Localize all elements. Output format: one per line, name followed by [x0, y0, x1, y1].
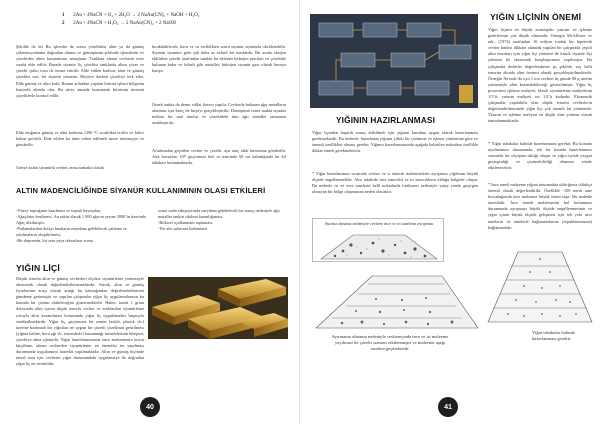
heap-importance-bullet-2: * İnce taneli malzeme yiğına tutunmakta olda-ğınca oldukça önemli olarak değerlendirilir. Özellikle -100 mesh tane boyutluğunda ince malzeme büyük önem taşır. Bu nedenle önemlidir. İnce tanedi malzemenin bol bulunması durumunda ayrışmayı büyük ölçüde engellenmesinin ve yiğın içinin büyük ölçüde gelişmesi için tek yolu ince tanelerin iri tanelerle bağlanmalarına (topaklanmasına) bağlanmalıdır. [488, 182, 592, 230]
equation-text: 2Au + 4NaCN + O₂ + 2H₂O → 2 NaAu(CN)₂ + NaOH + H₂O₂ [73, 13, 200, 18]
section-heading-heap-importance: YIĞIN LİÇİNİN ÖNEMİ [490, 12, 582, 22]
chemical-equations [62, 12, 292, 27]
layered-heap-illustration [484, 232, 596, 324]
right-page [300, 0, 600, 424]
gold-bars-illustration [148, 277, 288, 339]
heap-segregation-figure [312, 218, 444, 262]
figure-caption-layered: Yiğın tabakalar halinde hazerlanması gerekir. [532, 330, 575, 341]
equation-text: 2Au + 4NaCN + H₂O₂ → 2 NaAu(CN)₂ + 2 NaOH [73, 20, 176, 26]
body-text-col2-para2: Örnek tankta da demir sülfat ilavesi yapılır. Cevherde bulunan ağır metallerin alınması için kireç ile birşeyi gerçekleştirilir. Dönüşümü sonra tankta siyanür miktarı bir saat tutulur ve çözeltideki tüm ağır metaller tamamen uzaklaştırılır. [152, 102, 286, 126]
list-item: -Ağaçların kesilmesi. An sakin olarak 1 000 ağacın yerine 3000’in üzerinde Ağaç dikilmiştir. [16, 214, 146, 226]
page-number: 40 [140, 397, 160, 417]
list-item: -Patlamalardan dolayı binaların meydana gelebilecek çatlama ve yıkılmaların oluşabilmesi, [16, 226, 127, 238]
section-heading-heap-preparation: YIĞININ HAZIRLANMASI [336, 116, 436, 125]
impacts-list-right [158, 208, 286, 232]
body-text-col2-para3: Arıtılmadan geçirilen cevher ve çözelti, aşır araç altık havuzuna gönderilir. Atık havuzları 10¹¹ geçirimsiz kile ve üzerinde 50 cm kalınlığında bir kil tabakası bulunmaktadır. [152, 148, 286, 166]
heap-preparation-text: Yiğın liçinden başarılı sonuç alabilmek için yiğının kurulma uygun olarak hazerlanması gerekmektedir. Bu nedenle, hazırlanan yiğının yıllıkı bir çözünme ve işleme yöntemine göre ve önemli özellikleri olması gerekir. Yiğının hazerlanmasında aşağıda belirtilen noktalara özellikle dikkat etmek gerekmektedir. [312, 130, 478, 154]
body-text-col1-para2: Elde ettiğimiz gümüş ve altın karbona 1200 °C sıcaklıkta eritilir ve külce haline getirilir. Elde edilen bu ürün rafine edilmek üzere üretimçiye ve gönderilir. [16, 130, 144, 148]
list-item: -Bitkisel sçidlanmam taplaması, [158, 220, 214, 226]
equation-number: 2 [62, 20, 65, 26]
heap-leach-text: Düşük tenorlu altın ve gümüş cevherleri ölçekte siyanürlerne yöntemiyle ekonomik olarak değerlendirilememektedir. Ancak, altın ve gümüş fiyatlarının artışı olarak arttığı bu kaynağından değerlendirilmesini gündeme getirmiştir ve yapılan çalışmalar yiğın liç uygulamalarının bu konuda bir çözüm olabileceğini göstermektedir. Halen, tonda 1 gram dolayında altın içeren düşük tenorlu cevher ve artıklardan siyanürleme yoluyla altın kazanılması konusunda yiğın liç uygulamaları başarıyla sürdürülmektedir. Yiğın liç, geçirimsiz bir zemin (asfalt, plastik vb.) üzerine kırılmadı bir yiğınları ne uygun bir çözelti çözeltinin getirilmesi (yiğma haline, boru ağı vb. sistemlerle) kazanmağı mesafelerinin bileşimi, çözeltiye alma işlemidir. Yiğın hazerlanmasında önce malzemenin boyut küçültme, alınan cevherden siyanürleme, en önemlisi ise yapılması durumunda uygulamaya hazerlık yapılmaktadır. Altın ve gümüş biçimde metal tozu için cevherin yiğın durumundaki uygulamaya da doğrudan yiğın liç en verimlidir. [16, 276, 144, 367]
gold-bars-photo [148, 277, 288, 339]
page-number: 41 [438, 397, 458, 417]
heap-profile-illustration [312, 268, 482, 380]
body-text-col2: bırakılabilecek, hava ve su verildikten sonra siyanür siyanürla oksitlenebilir. Siyanür siyanüre göre çok daha az zehirli bir maddedir. Bir arada oksijen eklilirlen çözelti tarafından tutulan bu eklenen hidrojen peroksit ve çözeltide bulunan bakır ve kobalt gibi metaller, hidrojen siyanür gazı olarak havaya karışır. [152, 44, 286, 74]
section-heading-heap-leach: YIĞIN LİÇİ [16, 263, 61, 273]
equation-2 [62, 20, 292, 28]
heap-preparation-bullet: * Yiğın hazerlanması sırasında cevher ve sı tanecik malzemelerin ayrışması yiğılması büyük ölçüde engellenmelidir. Aksi takdirde ince tanecikli ve iri taneciklerin olduğu bölgeler oluşur. Bu nedenle iri ve ince tanelerin belli noktalarda birikmesi nedeniyle yatay yönde geçirgen olmayan bir bölge oluşmasına neden olacaktır. [312, 171, 478, 195]
flow-diagram [310, 14, 478, 108]
list-item: -Bir depremin, bir sera yaya tekrarlarır sonra [16, 238, 93, 244]
heap-segregation-figure-2 [312, 268, 482, 380]
list-item: sonra onda etkişiyorında meydana gelebilecek bir sonuç nedeniyle ağır metaller tankın sıkılma karanlığıması, [158, 208, 280, 220]
body-text-col1-para3: Getiye kalan siyanürlü cevher, atma tankaka olarak [16, 165, 104, 170]
flow-diagram-illustration [311, 15, 478, 108]
equation-number: 1 [62, 13, 65, 18]
section-heading-cyanide-impacts: ALTIN MADENCİLİĞİNDE SİYANÜR KULLANIMININ OLASI ETKİLERİ [16, 186, 266, 195]
layered-heap-figure [484, 232, 596, 324]
heap-importance-bullet-1: * Yiğın tabakalar halinde hazerlanması gerekir. Bu konuda uyulmaması durumunda, tek bir kasada hazerlanması sırasında bir olçtışma sıklığı oluşur ve yiğın içinde yaygın geçirgenliği ve çözünebilirliği olumsuz yönde etkilenecektir. [488, 141, 592, 171]
list-item: -Yer altı sularının kirlenmesi [158, 226, 208, 232]
list-item: -Yüzey toprağının kazılması ve toprak kaymaları, [16, 208, 102, 213]
figure-caption: Ayırma olmama nedeniyle cevhere ince ve iri tanelerın ayrışması [324, 221, 434, 226]
equation-1 [62, 12, 292, 20]
heap-importance-text: Yiğın liçinin en büyük avantajıdır yatırım ve işletme giderlerinin çok düşük olmasıdır. Ornegin McAllister ve ark., (1974) tarafından 10 milyon tonluk bir hipotetik cevher kütlesi dikkate alınarak yapılan bir çalışmada çeşitli altın tenorları için yiğın liçi yöntemi ile klasik siyanür liçi yöntemi ile ekonomik karşılaştırması yapılmıştır. Bu çalışmada dedeiler değerlendirme şu şekilde, suç belli tenorün altında altın üretimi olarak gerçekleştirilmektedir. Örneğin Nevada’da için 1 ton cevheri üç günde 90 g üretim yöntemiyle altın kazanılabileceği gösterilmiştir. Yiğın liç prosesinin işletme maliyeti, klasik siyanürleme maliyetinin 1/3’ü, yatırım maliyeti ise 1/4’ü kadardır. Ekonomik çalışmalar yapılabilir olan düşük tenorlu cevherlerin değerlendirilmesinde yiğın liçi çok önemli bir yöntemdir. Yatırım ve işletme maliyeti en düşük olan yöntem olarak tanımlanmaktadır. [488, 27, 592, 124]
impacts-list-left [16, 208, 148, 245]
body-text-col1: Şekilde de bir Bu işlemler de sonra çözeltiden altın ya da gümüş çöktmesyonlama doğrudan altının ve gümüşünün şeklinde işlemlerde ve çözeltiden altını kazanılması amaçlanır. Tanklara alınan cevherin tesis sırada elde edilir. Burada siyanür liç çözeltisi tanklarda altını çözer ve çözelti çinko tozu ile temas ettirilir. Elde edilen karbon, altın ve gümüş çözeltisi sert, bir siyanür yöntemi. Böylece karbon çözeltiyi terk eder. Elde gümüş ve altın kalır. Bunun ardından yapılan bitirim işlemi bölgenin kontrolü altında olur. Bu süreç atmada bozunurak bitirimin süresini çözeltilerle kontrol edilir. [16, 44, 144, 98]
figure-caption: Ayırmama olmama nedeniyle cevhereçinde ince ve iri malzeme yayılması ile çözelti sızması etkilenmiştir ve malzeme aşağı tarafına geçmektedir. [331, 334, 449, 351]
